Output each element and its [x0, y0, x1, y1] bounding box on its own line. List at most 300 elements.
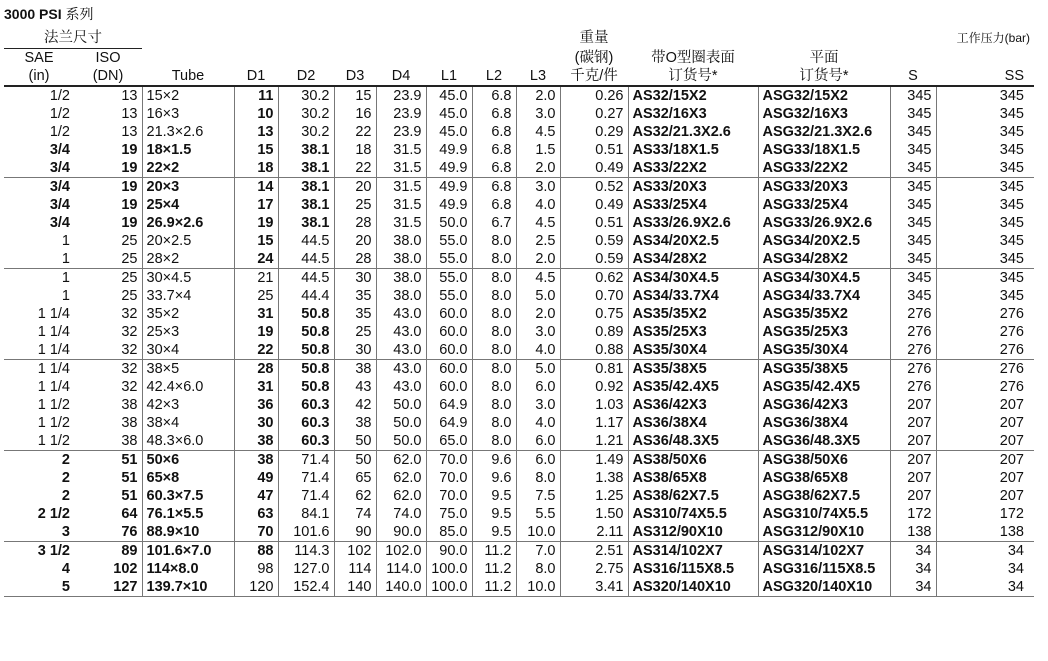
- cell-d2: 44.5: [278, 250, 334, 269]
- cell-d4: 43.0: [376, 378, 426, 396]
- cell-sae: 1 1/4: [37, 306, 70, 322]
- table-row: [4, 341, 1034, 360]
- cell-ss: 276: [936, 378, 1034, 396]
- cell-oring: AS35/42.4X5: [628, 378, 758, 396]
- cell-tube: 25×4: [142, 196, 234, 214]
- cell-l3: 5.0: [516, 360, 560, 379]
- flange-spec-table: [4, 28, 1034, 597]
- cell-d4: 31.5: [376, 214, 426, 232]
- cell-weight: 0.26: [560, 86, 628, 105]
- cell-l1: 49.9: [426, 196, 472, 214]
- cell-s: 345: [890, 232, 936, 250]
- cell-oring: AS35/35X2: [628, 305, 758, 323]
- table-row: [4, 487, 1034, 505]
- cell-s: 345: [890, 250, 936, 269]
- cell-d2: 38.1: [278, 159, 334, 178]
- cell-weight: 1.03: [560, 396, 628, 414]
- cell-l3: 2.0: [516, 86, 560, 105]
- cell-ss: 345: [936, 287, 1034, 305]
- cell-l3: 2.0: [516, 159, 560, 178]
- cell-d4: 31.5: [376, 159, 426, 178]
- cell-s: 207: [890, 451, 936, 470]
- cell-d4: 38.0: [376, 250, 426, 269]
- cell-l2: 6.8: [472, 159, 516, 178]
- cell-sae: 1 1/4: [37, 342, 70, 358]
- cell-d1: 18: [234, 159, 278, 178]
- cell-tube: 139.7×10: [142, 578, 234, 597]
- cell-d1: 31: [234, 305, 278, 323]
- cell-oring: AS36/48.3X5: [628, 432, 758, 451]
- cell-d1: 10: [234, 105, 278, 123]
- cell-l3: 10.0: [516, 523, 560, 542]
- table-row: [4, 451, 1034, 470]
- cell-flat: ASG34/20X2.5: [758, 232, 890, 250]
- cell-d1: 19: [234, 323, 278, 341]
- title-series: 3000 PSI: [4, 6, 62, 22]
- cell-tube: 22×2: [142, 159, 234, 178]
- cell-l2: 6.8: [472, 105, 516, 123]
- cell-d1: 15: [234, 141, 278, 159]
- cell-l2: 11.2: [472, 560, 516, 578]
- cell-d2: 50.8: [278, 305, 334, 323]
- cell-ss: 345: [936, 86, 1034, 105]
- cell-tube: 101.6×7.0: [142, 542, 234, 561]
- cell-d4: 38.0: [376, 287, 426, 305]
- cell-l2: 6.8: [472, 123, 516, 141]
- cell-s: 207: [890, 487, 936, 505]
- cell-oring: AS316/115X8.5: [628, 560, 758, 578]
- table-row: [4, 86, 1034, 105]
- cell-iso: 32: [121, 306, 138, 322]
- header-flat-order: 订货号*: [758, 67, 890, 86]
- cell-l2: 9.5: [472, 487, 516, 505]
- cell-ss: 207: [936, 469, 1034, 487]
- cell-oring: AS38/62X7.5: [628, 487, 758, 505]
- cell-d1: 120: [234, 578, 278, 597]
- cell-d3: 22: [334, 159, 376, 178]
- header-l3: L3: [516, 67, 560, 86]
- cell-ss: 207: [936, 451, 1034, 470]
- cell-weight: 1.38: [560, 469, 628, 487]
- cell-d4: 31.5: [376, 141, 426, 159]
- cell-iso: 32: [121, 379, 138, 395]
- cell-oring: AS34/33.7X4: [628, 287, 758, 305]
- cell-l2: 6.8: [472, 196, 516, 214]
- cell-ss: 345: [936, 159, 1034, 178]
- cell-d2: 38.1: [278, 141, 334, 159]
- cell-l3: 6.0: [516, 378, 560, 396]
- table-row: [4, 560, 1034, 578]
- cell-d4: 102.0: [376, 542, 426, 561]
- cell-ss: 34: [936, 542, 1034, 561]
- cell-iso: 38: [121, 415, 138, 431]
- cell-d1: 30: [234, 414, 278, 432]
- cell-l3: 5.0: [516, 287, 560, 305]
- cell-d1: 31: [234, 378, 278, 396]
- cell-ss: 207: [936, 396, 1034, 414]
- cell-d2: 38.1: [278, 214, 334, 232]
- cell-iso: 127: [74, 578, 142, 597]
- cell-l2: 8.0: [472, 432, 516, 451]
- cell-d4: 50.0: [376, 432, 426, 451]
- cell-iso: 13: [121, 124, 138, 140]
- cell-flat: ASG312/90X10: [758, 523, 890, 542]
- cell-d1: 22: [234, 341, 278, 360]
- cell-d4: 90.0: [376, 523, 426, 542]
- cell-iso: 76: [121, 524, 138, 540]
- cell-d4: 62.0: [376, 487, 426, 505]
- cell-d2: 60.3: [278, 414, 334, 432]
- header-d2: D2: [278, 67, 334, 86]
- cell-tube: 20×3: [142, 178, 234, 197]
- cell-d1: 38: [234, 432, 278, 451]
- cell-l2: 8.0: [472, 396, 516, 414]
- cell-flat: ASG35/30X4: [758, 341, 890, 360]
- cell-d4: 140.0: [376, 578, 426, 597]
- cell-d4: 23.9: [376, 123, 426, 141]
- cell-l1: 75.0: [426, 505, 472, 523]
- cell-l1: 60.0: [426, 360, 472, 379]
- cell-s: 207: [890, 414, 936, 432]
- cell-d2: 60.3: [278, 432, 334, 451]
- cell-l3: 10.0: [516, 578, 560, 597]
- cell-d1: 24: [234, 250, 278, 269]
- cell-l1: 60.0: [426, 341, 472, 360]
- cell-flat: ASG36/48.3X5: [758, 432, 890, 451]
- cell-weight: 0.27: [560, 105, 628, 123]
- cell-tube: 38×5: [142, 360, 234, 379]
- cell-ss: 345: [936, 196, 1034, 214]
- cell-d3: 28: [334, 250, 376, 269]
- cell-d4: 74.0: [376, 505, 426, 523]
- cell-tube: 30×4: [142, 341, 234, 360]
- cell-sae: 3/4: [49, 160, 70, 176]
- cell-l1: 55.0: [426, 250, 472, 269]
- cell-sae: 1 1/4: [4, 360, 74, 379]
- cell-iso: 13: [121, 106, 138, 122]
- cell-d3: 140: [334, 578, 376, 597]
- cell-l3: 6.0: [516, 432, 560, 451]
- cell-d2: 44.5: [278, 269, 334, 288]
- cell-d1: 28: [234, 360, 278, 379]
- cell-s: 345: [890, 123, 936, 141]
- cell-sae: 1: [61, 288, 70, 304]
- cell-d3: 20: [334, 178, 376, 197]
- cell-s: 207: [890, 432, 936, 451]
- cell-l2: 6.8: [472, 141, 516, 159]
- cell-s: 138: [890, 523, 936, 542]
- cell-sae: 1: [61, 233, 70, 249]
- header-sae-unit: (in): [4, 67, 74, 86]
- cell-s: 276: [890, 305, 936, 323]
- cell-s: 34: [890, 578, 936, 597]
- cell-l1: 60.0: [426, 305, 472, 323]
- cell-flat: ASG33/18X1.5: [758, 141, 890, 159]
- cell-s: 276: [890, 360, 936, 379]
- cell-d4: 50.0: [376, 396, 426, 414]
- cell-weight: 1.25: [560, 487, 628, 505]
- cell-weight: 0.92: [560, 378, 628, 396]
- cell-ss: 276: [936, 341, 1034, 360]
- cell-l3: 7.5: [516, 487, 560, 505]
- cell-tube: 42×3: [142, 396, 234, 414]
- cell-iso: 25: [74, 269, 142, 288]
- header-l1: L1: [426, 67, 472, 86]
- cell-weight: 0.81: [560, 360, 628, 379]
- cell-d2: 152.4: [278, 578, 334, 597]
- cell-iso: 13: [121, 88, 138, 104]
- cell-d1: 21: [234, 269, 278, 288]
- cell-d3: 18: [334, 141, 376, 159]
- cell-ss: 34: [936, 560, 1034, 578]
- cell-l1: 64.9: [426, 414, 472, 432]
- cell-iso: 38: [121, 433, 138, 449]
- cell-l3: 5.5: [516, 505, 560, 523]
- cell-l3: 8.0: [516, 560, 560, 578]
- cell-l2: 8.0: [472, 341, 516, 360]
- cell-d2: 60.3: [278, 396, 334, 414]
- cell-s: 34: [890, 560, 936, 578]
- cell-d4: 43.0: [376, 341, 426, 360]
- cell-l2: 8.0: [472, 360, 516, 379]
- cell-l3: 4.0: [516, 414, 560, 432]
- cell-l1: 100.0: [426, 578, 472, 597]
- cell-iso: 32: [74, 360, 142, 379]
- table-row: [4, 196, 1034, 214]
- cell-oring: AS38/50X6: [628, 451, 758, 470]
- cell-d4: 31.5: [376, 196, 426, 214]
- cell-l2: 8.0: [472, 287, 516, 305]
- cell-d2: 127.0: [278, 560, 334, 578]
- cell-d3: 35: [334, 287, 376, 305]
- cell-sae: 1: [61, 251, 70, 267]
- cell-iso: 51: [74, 451, 142, 470]
- cell-l3: 3.0: [516, 178, 560, 197]
- cell-d1: 19: [234, 214, 278, 232]
- cell-d4: 23.9: [376, 86, 426, 105]
- cell-d1: 13: [234, 123, 278, 141]
- cell-tube: 28×2: [142, 250, 234, 269]
- cell-weight: 1.21: [560, 432, 628, 451]
- cell-d2: 71.4: [278, 451, 334, 470]
- cell-d1: 17: [234, 196, 278, 214]
- table-row: [4, 123, 1034, 141]
- cell-oring: AS32/21.3X2.6: [628, 123, 758, 141]
- cell-s: 345: [890, 105, 936, 123]
- cell-l3: 3.0: [516, 323, 560, 341]
- cell-tube: 88.9×10: [142, 523, 234, 542]
- cell-l1: 49.9: [426, 141, 472, 159]
- cell-weight: 0.49: [560, 196, 628, 214]
- cell-l1: 65.0: [426, 432, 472, 451]
- cell-iso: 51: [121, 488, 138, 504]
- table-row: [4, 305, 1034, 323]
- cell-oring: AS33/20X3: [628, 178, 758, 197]
- cell-tube: 21.3×2.6: [142, 123, 234, 141]
- cell-tube: 20×2.5: [142, 232, 234, 250]
- cell-d2: 71.4: [278, 469, 334, 487]
- cell-ss: 172: [936, 505, 1034, 523]
- cell-iso: 19: [121, 215, 138, 231]
- cell-flat: ASG34/28X2: [758, 250, 890, 269]
- cell-iso: 51: [121, 470, 138, 486]
- cell-tube: 33.7×4: [142, 287, 234, 305]
- cell-d4: 23.9: [376, 105, 426, 123]
- cell-oring: AS34/30X4.5: [628, 269, 758, 288]
- cell-d1: 38: [234, 451, 278, 470]
- cell-iso: 19: [74, 178, 142, 197]
- cell-flat: ASG33/20X3: [758, 178, 890, 197]
- cell-oring: AS36/42X3: [628, 396, 758, 414]
- cell-sae: 5: [4, 578, 74, 597]
- cell-d2: 30.2: [278, 123, 334, 141]
- cell-l1: 70.0: [426, 451, 472, 470]
- cell-d4: 38.0: [376, 232, 426, 250]
- cell-l3: 7.0: [516, 542, 560, 561]
- cell-oring: AS35/25X3: [628, 323, 758, 341]
- cell-oring: AS310/74X5.5: [628, 505, 758, 523]
- cell-flat: ASG32/15X2: [758, 86, 890, 105]
- cell-l3: 8.0: [516, 469, 560, 487]
- cell-s: 276: [890, 341, 936, 360]
- cell-oring: AS35/38X5: [628, 360, 758, 379]
- table-row: [4, 378, 1034, 396]
- cell-iso: 19: [121, 197, 138, 213]
- header-iso-unit: (DN): [74, 67, 142, 86]
- cell-ss: 345: [936, 105, 1034, 123]
- cell-weight: 0.89: [560, 323, 628, 341]
- cell-flat: ASG38/62X7.5: [758, 487, 890, 505]
- cell-d3: 25: [334, 196, 376, 214]
- cell-ss: 276: [936, 360, 1034, 379]
- table-row: [4, 396, 1034, 414]
- cell-flat: ASG35/38X5: [758, 360, 890, 379]
- cell-s: 345: [890, 86, 936, 105]
- cell-d1: 15: [234, 232, 278, 250]
- cell-s: 172: [890, 505, 936, 523]
- cell-tube: 38×4: [142, 414, 234, 432]
- cell-d3: 20: [334, 232, 376, 250]
- cell-s: 207: [890, 396, 936, 414]
- cell-d3: 30: [334, 269, 376, 288]
- cell-sae: 3/4: [4, 178, 74, 197]
- cell-d1: 70: [234, 523, 278, 542]
- cell-ss: 138: [936, 523, 1034, 542]
- cell-d1: 25: [234, 287, 278, 305]
- cell-l2: 8.0: [472, 250, 516, 269]
- cell-l2: 9.5: [472, 505, 516, 523]
- header-weight: 重量: [579, 30, 609, 47]
- cell-l1: 90.0: [426, 542, 472, 561]
- cell-d1: 98: [234, 560, 278, 578]
- cell-tube: 48.3×6.0: [142, 432, 234, 451]
- header-s: S: [890, 67, 936, 86]
- cell-l1: 64.9: [426, 396, 472, 414]
- cell-d3: 15: [334, 86, 376, 105]
- cell-tube: 25×3: [142, 323, 234, 341]
- cell-iso: 25: [121, 288, 138, 304]
- cell-d4: 62.0: [376, 451, 426, 470]
- cell-weight: 2.11: [560, 523, 628, 542]
- cell-l1: 45.0: [426, 86, 472, 105]
- cell-d2: 50.8: [278, 323, 334, 341]
- cell-l2: 6.8: [472, 86, 516, 105]
- cell-flat: ASG38/65X8: [758, 469, 890, 487]
- cell-oring: AS320/140X10: [628, 578, 758, 597]
- cell-s: 276: [890, 378, 936, 396]
- cell-d2: 30.2: [278, 105, 334, 123]
- header-d1: D1: [234, 67, 278, 86]
- cell-iso: 64: [121, 506, 138, 522]
- cell-weight: 0.51: [560, 214, 628, 232]
- cell-s: 345: [890, 178, 936, 197]
- cell-tube: 26.9×2.6: [142, 214, 234, 232]
- cell-l3: 2.0: [516, 305, 560, 323]
- table-row: [4, 505, 1034, 523]
- cell-flat: ASG38/50X6: [758, 451, 890, 470]
- cell-sae: 3: [61, 524, 70, 540]
- cell-sae: 1 1/4: [37, 324, 70, 340]
- cell-l2: 8.0: [472, 232, 516, 250]
- cell-sae: 1 1/2: [37, 433, 70, 449]
- cell-oring: AS35/30X4: [628, 341, 758, 360]
- header-pressure: 工作压力(bar): [956, 31, 1030, 46]
- cell-oring: AS314/102X7: [628, 542, 758, 561]
- cell-tube: 114×8.0: [142, 560, 234, 578]
- cell-flat: ASG36/42X3: [758, 396, 890, 414]
- cell-d4: 43.0: [376, 305, 426, 323]
- cell-tube: 15×2: [142, 86, 234, 105]
- cell-sae: 3/4: [49, 142, 70, 158]
- cell-d3: 50: [334, 432, 376, 451]
- cell-d4: 62.0: [376, 469, 426, 487]
- cell-s: 345: [890, 269, 936, 288]
- table-row: [4, 214, 1034, 232]
- table-row: [4, 250, 1034, 269]
- cell-oring: AS33/25X4: [628, 196, 758, 214]
- cell-d2: 114.3: [278, 542, 334, 561]
- table-row: [4, 523, 1034, 542]
- cell-l2: 9.6: [472, 451, 516, 470]
- cell-sae: 1/2: [49, 124, 70, 140]
- cell-oring: AS312/90X10: [628, 523, 758, 542]
- table-row: [4, 414, 1034, 432]
- cell-d4: 31.5: [376, 178, 426, 197]
- cell-weight: 0.59: [560, 250, 628, 269]
- cell-flat: ASG320/140X10: [758, 578, 890, 597]
- cell-flat: ASG316/115X8.5: [758, 560, 890, 578]
- cell-sae: 1/2: [49, 88, 70, 104]
- cell-d1: 36: [234, 396, 278, 414]
- cell-iso: 102: [113, 561, 138, 577]
- cell-oring: AS33/22X2: [628, 159, 758, 178]
- cell-flat: ASG32/21.3X2.6: [758, 123, 890, 141]
- cell-sae: 3 1/2: [4, 542, 74, 561]
- title-suffix: 系列: [61, 6, 94, 22]
- header-oring: 带O型圈表面: [651, 49, 735, 66]
- cell-l1: 55.0: [426, 269, 472, 288]
- cell-s: 345: [890, 196, 936, 214]
- cell-sae: 3/4: [49, 197, 70, 213]
- cell-d1: 88: [234, 542, 278, 561]
- cell-oring: AS36/38X4: [628, 414, 758, 432]
- cell-d4: 43.0: [376, 360, 426, 379]
- cell-iso: 25: [121, 233, 138, 249]
- cell-sae: 2: [61, 488, 70, 504]
- cell-weight: 0.29: [560, 123, 628, 141]
- table-row: [4, 323, 1034, 341]
- cell-l3: 2.0: [516, 250, 560, 269]
